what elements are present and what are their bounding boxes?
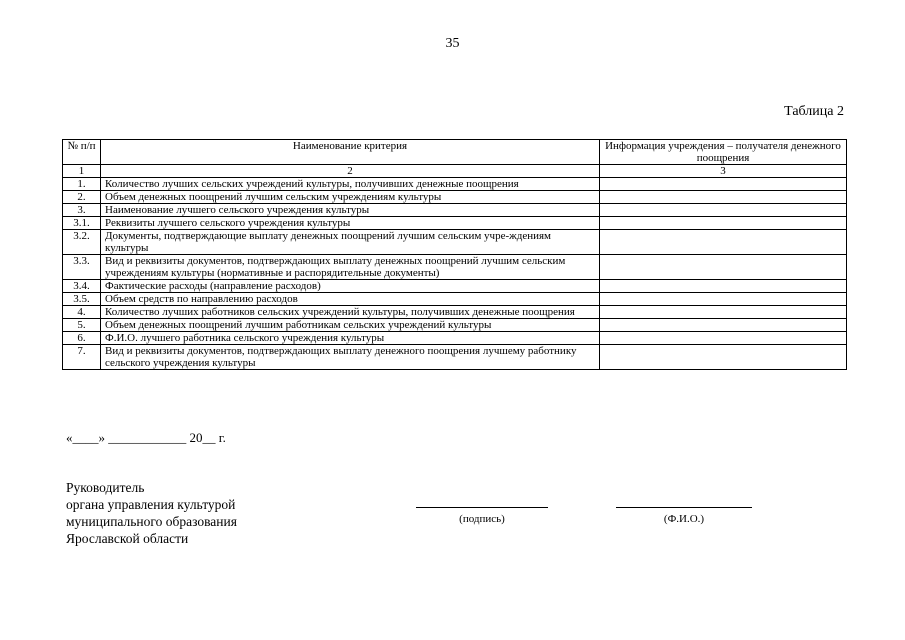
header-name: Наименование критерия <box>101 140 600 165</box>
header-info: Информация учреждения – получателя денежного поощрения <box>600 140 847 165</box>
row-number: 4. <box>63 306 101 319</box>
row-number: 6. <box>63 332 101 345</box>
row-number: 7. <box>63 345 101 370</box>
table-row <box>63 191 847 204</box>
table-row <box>63 230 847 255</box>
table-body <box>63 178 847 370</box>
criterion-name: Объем средств по направлению расходов <box>101 293 600 306</box>
table-row <box>63 255 847 280</box>
criterion-name: Реквизиты лучшего сельского учреждения культуры <box>101 217 600 230</box>
date-line: «____» ____________ 20__ г. <box>66 430 226 445</box>
signature-label: (подпись) <box>459 513 505 525</box>
table-caption: Таблица 2 <box>784 104 844 119</box>
position-line: органа управления культурой <box>66 497 236 512</box>
criterion-name: Вид и реквизиты документов, подтверждающих выплату денежного поощрения лучшему работнику сельского учреждения культуры <box>101 345 600 370</box>
criteria-table <box>62 139 847 370</box>
table-row <box>63 306 847 319</box>
row-number: 2. <box>63 191 101 204</box>
criterion-name: Ф.И.О. лучшего работника сельского учреждения культуры <box>101 332 600 345</box>
row-number: 3.3. <box>63 255 101 280</box>
table-header-row <box>63 140 847 165</box>
criterion-info <box>600 306 847 319</box>
criterion-info <box>600 230 847 255</box>
position-line: Ярославской области <box>66 531 189 546</box>
criterion-info <box>600 293 847 306</box>
row-number: 3.5. <box>63 293 101 306</box>
table-row <box>63 217 847 230</box>
position-line: Руководитель <box>66 480 145 495</box>
row-number: 5. <box>63 319 101 332</box>
signature-position <box>66 479 237 547</box>
table-row <box>63 319 847 332</box>
criterion-name: Объем денежных поощрений лучшим сельским учреждениям культуры <box>101 191 600 204</box>
criterion-info <box>600 332 847 345</box>
criterion-info <box>600 345 847 370</box>
row-number: 3.4. <box>63 280 101 293</box>
row-number: 1. <box>63 178 101 191</box>
criterion-name: Количество лучших сельских учреждений культуры, получивших денежные поощрения <box>101 178 600 191</box>
column-number: 1 <box>63 165 101 178</box>
criterion-name: Фактические расходы (направление расходов) <box>101 280 600 293</box>
table-row <box>63 293 847 306</box>
fio-label: (Ф.И.О.) <box>663 513 705 525</box>
table-row <box>63 280 847 293</box>
table-row <box>63 178 847 191</box>
criterion-info <box>600 255 847 280</box>
row-number: 3.1. <box>63 217 101 230</box>
table-row <box>63 204 847 217</box>
criterion-info <box>600 191 847 204</box>
criterion-info <box>600 280 847 293</box>
column-number: 3 <box>600 165 847 178</box>
criterion-info <box>600 204 847 217</box>
row-number: 3.2. <box>63 230 101 255</box>
page-number: 35 <box>445 36 460 51</box>
row-number: 3. <box>63 204 101 217</box>
criterion-info <box>600 319 847 332</box>
criterion-name: Наименование лучшего сельского учреждения культуры <box>101 204 600 217</box>
column-number: 2 <box>101 165 600 178</box>
fio-line <box>616 495 752 508</box>
table-row <box>63 332 847 345</box>
position-line: муниципального образования <box>66 514 237 529</box>
criterion-info <box>600 217 847 230</box>
column-number-row <box>63 165 847 178</box>
signature-line <box>416 495 548 508</box>
criterion-name: Объем денежных поощрений лучшим работникам сельских учреждений культуры <box>101 319 600 332</box>
table-row <box>63 345 847 370</box>
criterion-name: Документы, подтверждающие выплату денежных поощрений лучшим сельским учре-ждениям культуры <box>101 230 600 255</box>
criterion-name: Вид и реквизиты документов, подтверждающих выплату денежных поощрений лучшим сельским учреждениям культуры (нормативные и распорядительные документы) <box>101 255 600 280</box>
criterion-name: Количество лучших работников сельских учреждений культуры, получивших денежные поощрения <box>101 306 600 319</box>
header-num: № п/п <box>63 140 101 165</box>
criterion-info <box>600 178 847 191</box>
